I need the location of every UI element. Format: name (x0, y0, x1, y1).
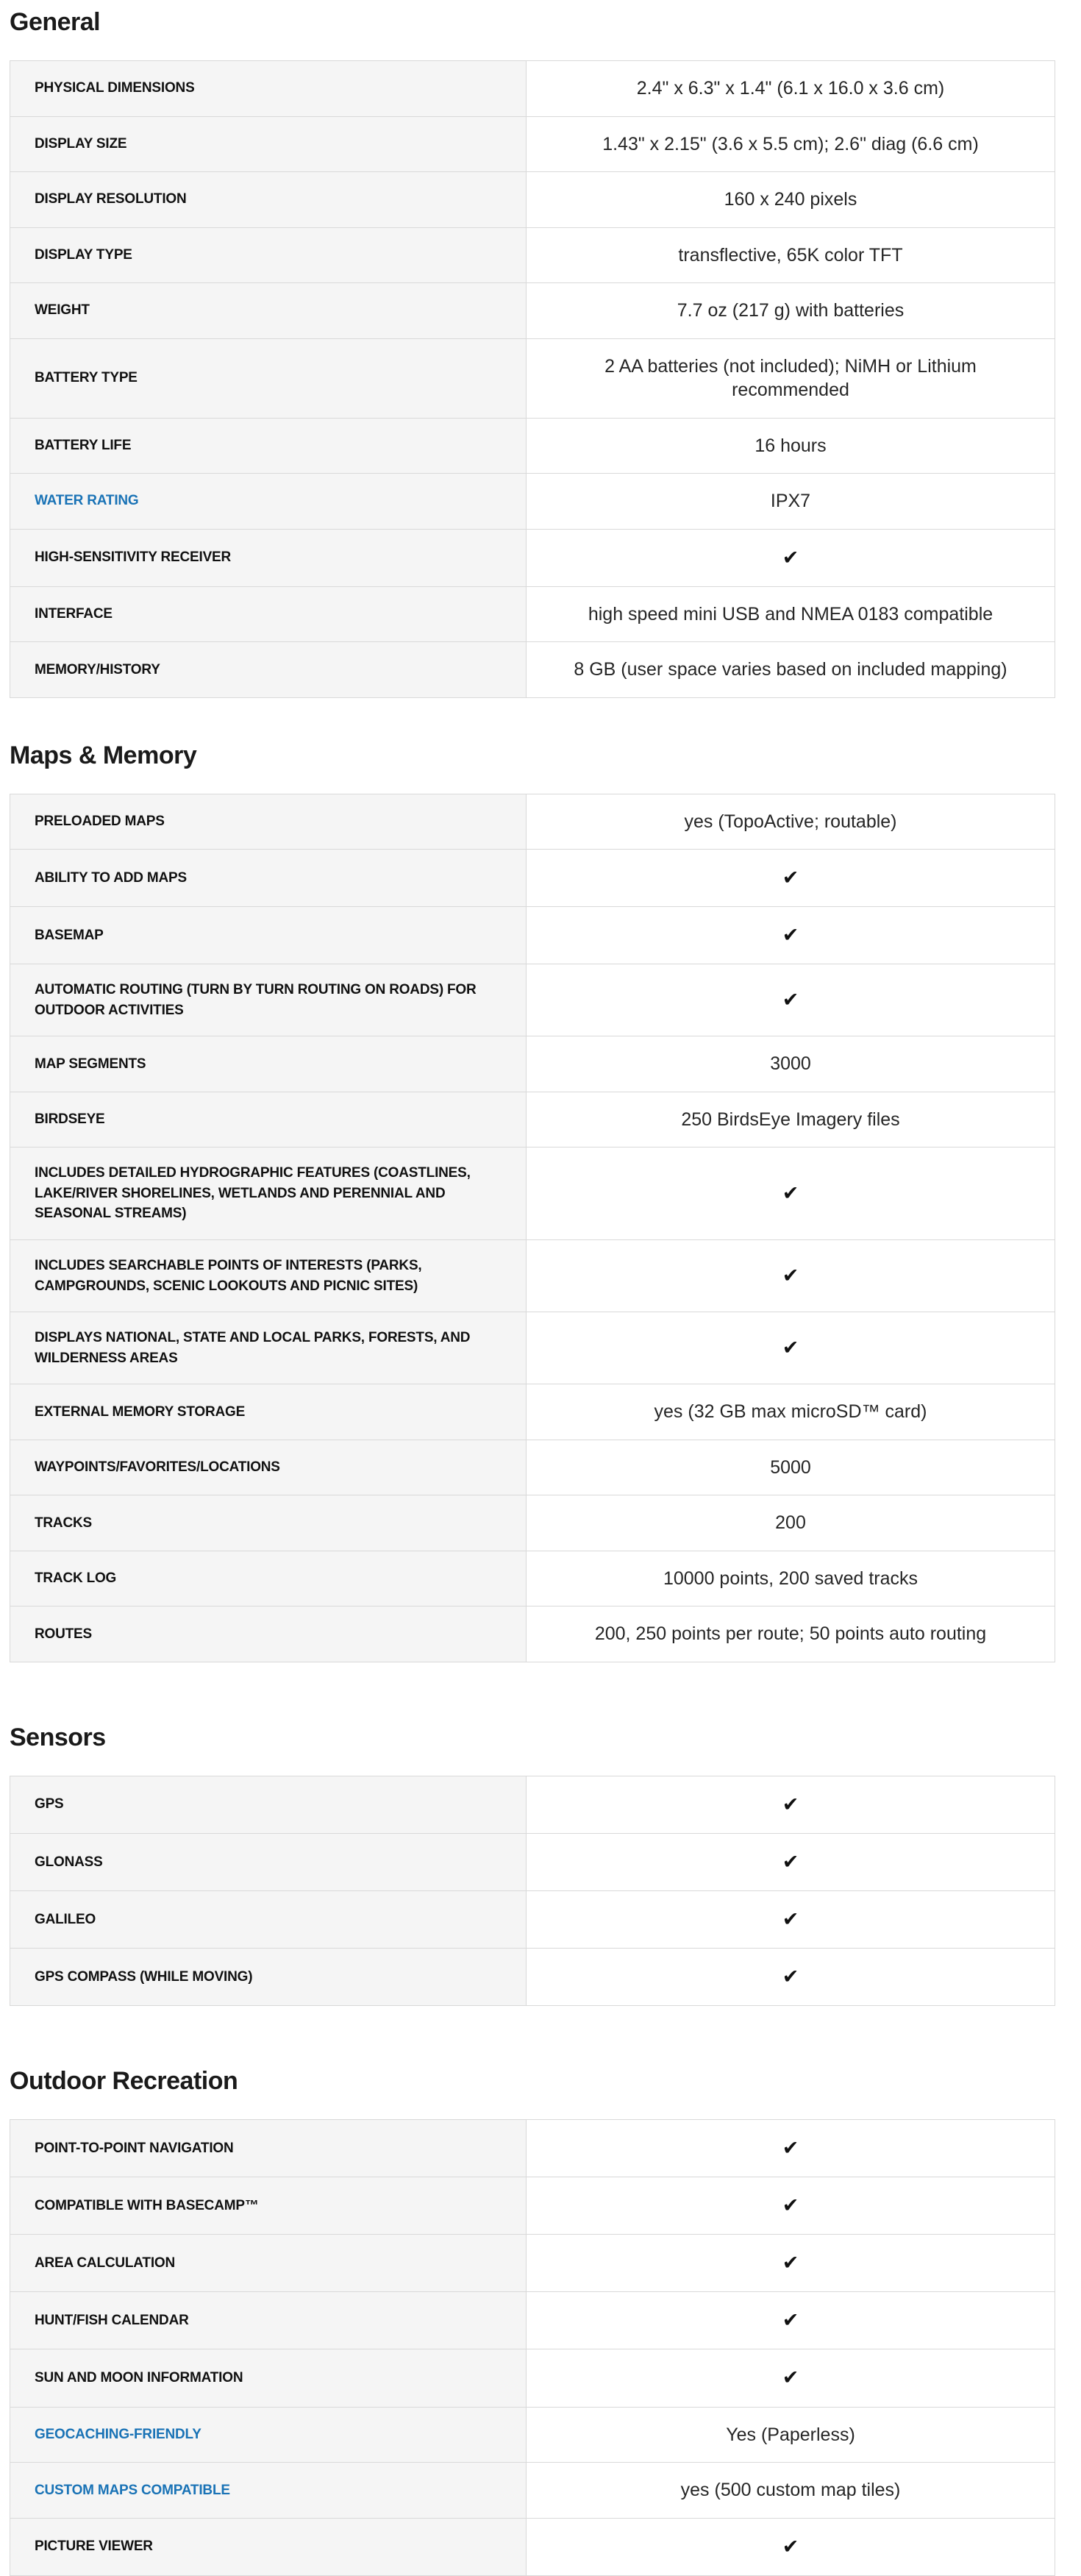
spec-label (10, 283, 527, 338)
spec-label (10, 2349, 527, 2406)
spec-label-text: HIGH-SENSITIVITY RECEIVER (35, 549, 232, 566)
spec-value (527, 1607, 1055, 1662)
spec-label-text: WATER RATING (35, 493, 139, 509)
spec-row (10, 2292, 1055, 2349)
spec-row (10, 2177, 1055, 2235)
check-glyph: ✔ (782, 2194, 799, 2217)
check-glyph: ✔ (782, 546, 799, 569)
spec-label (10, 2292, 527, 2349)
spec-label (10, 1240, 527, 1312)
spec-label (10, 794, 527, 850)
check-glyph: ✔ (782, 2366, 799, 2389)
spec-label-text: TRACKS (35, 1515, 92, 1531)
spec-label (10, 1384, 527, 1440)
spec-label-text: PHYSICAL DIMENSIONS (35, 80, 195, 96)
spec-row (10, 1036, 1055, 1092)
spec-label-text: BASEMAP (35, 927, 104, 943)
spec-value-text: 1.43" x 2.15" (3.6 x 5.5 cm); 2.6" diag (6.6 cm) (602, 133, 979, 154)
spec-label (10, 2120, 527, 2177)
spec-row (10, 907, 1055, 964)
check-glyph: ✔ (782, 989, 799, 1011)
spec-row (10, 2519, 1055, 2575)
spec-row (10, 117, 1055, 173)
spec-label (10, 117, 527, 172)
spec-value (527, 1036, 1055, 1092)
spec-row (10, 530, 1055, 587)
check-icon (527, 964, 1055, 1036)
spec-row (10, 1949, 1055, 2005)
spec-row (10, 1834, 1055, 1891)
spec-row (10, 794, 1055, 850)
check-glyph: ✔ (782, 2535, 799, 2558)
spec-value (527, 642, 1055, 697)
spec-row (10, 2235, 1055, 2292)
spec-value (527, 794, 1055, 850)
spec-row (10, 2349, 1055, 2407)
spec-label-text: HUNT/FISH CALENDAR (35, 2313, 189, 2329)
spec-value-text: high speed mini USB and NMEA 0183 compatible (588, 603, 993, 625)
spec-label (10, 2177, 527, 2234)
check-glyph: ✔ (782, 1850, 799, 1873)
check-icon (527, 2177, 1055, 2234)
check-glyph: ✔ (782, 2137, 799, 2160)
spec-label (10, 1891, 527, 1948)
spec-label (10, 1440, 527, 1495)
section-title-sensors: Sensors (10, 1723, 106, 1751)
spec-label (10, 850, 527, 906)
spec-value-text: 200, 250 points per route; 50 points auto routing (594, 1623, 987, 1645)
spec-label-text: DISPLAY SIZE (35, 135, 127, 152)
check-icon (527, 2349, 1055, 2406)
spec-label-text: ROUTES (35, 1626, 92, 1642)
spec-label-text: COMPATIBLE WITH BASECAMP™ (35, 2197, 259, 2213)
spec-value (527, 117, 1055, 172)
spec-value-text: 250 BirdsEye Imagery files (681, 1109, 900, 1130)
spec-row (10, 1384, 1055, 1440)
check-glyph: ✔ (782, 867, 799, 889)
spec-label (10, 907, 527, 964)
spec-table-maps-memory (10, 794, 1055, 1662)
spec-row (10, 1440, 1055, 1496)
spec-row (10, 2120, 1055, 2177)
spec-value (527, 61, 1055, 116)
check-icon (527, 2120, 1055, 2177)
spec-label (10, 172, 527, 227)
spec-row (10, 1148, 1055, 1240)
spec-label (10, 1092, 527, 1148)
spec-label (10, 2519, 527, 2575)
spec-value (527, 1384, 1055, 1440)
spec-label-text: POINT-TO-POINT NAVIGATION (35, 2140, 234, 2156)
spec-label (10, 587, 527, 642)
spec-value-text: yes (TopoActive; routable) (684, 811, 897, 832)
spec-row (10, 339, 1055, 419)
spec-value-text: 160 x 240 pixels (724, 189, 857, 210)
spec-label-text: ABILITY TO ADD MAPS (35, 869, 187, 886)
spec-label-text: MAP SEGMENTS (35, 1056, 146, 1072)
spec-value-text: 5000 (770, 1456, 811, 1478)
spec-value-text: 3000 (770, 1053, 811, 1075)
check-glyph: ✔ (782, 2252, 799, 2274)
spec-value (527, 283, 1055, 338)
spec-label-text: DISPLAYS NATIONAL, STATE AND LOCAL PARKS, FORESTS, AND WILDERNESS AREAS (35, 1330, 471, 1366)
check-glyph: ✔ (782, 2309, 799, 2332)
spec-value-text: Yes (Paperless) (726, 2424, 855, 2445)
spec-row (10, 2408, 1055, 2463)
check-icon (527, 1949, 1055, 2005)
spec-value (527, 587, 1055, 642)
spec-row (10, 1607, 1055, 1662)
spec-label-link[interactable] (10, 2408, 527, 2463)
spec-label (10, 1551, 527, 1607)
section-title-maps-memory: Maps & Memory (10, 741, 197, 769)
spec-row (10, 419, 1055, 474)
check-icon (527, 1834, 1055, 1890)
spec-value-text: yes (500 custom map tiles) (680, 2480, 901, 2501)
check-icon (527, 850, 1055, 906)
spec-label (10, 1949, 527, 2005)
check-glyph: ✔ (782, 1965, 799, 1988)
spec-value-text: 8 GB (user space varies based on included mapping) (574, 659, 1007, 680)
spec-label (10, 1495, 527, 1551)
spec-row (10, 1312, 1055, 1384)
check-icon (527, 2235, 1055, 2291)
spec-row (10, 228, 1055, 284)
spec-label (10, 1036, 527, 1092)
spec-label-text: INCLUDES DETAILED HYDROGRAPHIC FEATURES (COASTLINES, LAKE/RIVER SHORELINES, WETLANDS AND PERENNIAL AND SEASONAL STREAMS) (35, 1165, 471, 1222)
spec-label-text: GPS (35, 1796, 64, 1812)
spec-row (10, 1092, 1055, 1148)
check-glyph: ✔ (782, 1337, 799, 1359)
spec-label (10, 1834, 527, 1890)
spec-value-text: 200 (775, 1512, 806, 1534)
spec-table-general (10, 60, 1055, 698)
spec-label (10, 1776, 527, 1833)
spec-value (527, 1440, 1055, 1495)
spec-label (10, 61, 527, 116)
spec-row (10, 283, 1055, 339)
spec-row (10, 1240, 1055, 1312)
spec-label-text: BATTERY LIFE (35, 437, 132, 453)
spec-row (10, 587, 1055, 643)
spec-value-text: transflective, 65K color TFT (678, 244, 903, 266)
spec-label-text: AREA CALCULATION (35, 2255, 176, 2271)
spec-label-text: INTERFACE (35, 606, 113, 622)
spec-table-outdoor-recreation (10, 2119, 1055, 2576)
spec-label-text: EXTERNAL MEMORY STORAGE (35, 1403, 246, 1420)
spec-value (527, 172, 1055, 227)
spec-value-text: IPX7 (770, 491, 811, 511)
spec-row (10, 1776, 1055, 1834)
spec-label (10, 964, 527, 1036)
spec-label (10, 1312, 527, 1384)
spec-label-text: AUTOMATIC ROUTING (TURN BY TURN ROUTING ON ROADS) FOR OUTDOOR ACTIVITIES (35, 982, 477, 1018)
spec-value (527, 228, 1055, 283)
check-icon (527, 1240, 1055, 1312)
check-glyph: ✔ (782, 924, 799, 947)
spec-label-text: DISPLAY RESOLUTION (35, 191, 187, 207)
spec-value (527, 419, 1055, 474)
spec-label (10, 1607, 527, 1662)
spec-label-text: GPS COMPASS (WHILE MOVING) (35, 1968, 253, 1985)
spec-label (10, 339, 527, 418)
check-icon (527, 1312, 1055, 1384)
spec-table-sensors (10, 1776, 1055, 2006)
check-icon (527, 907, 1055, 964)
spec-row (10, 172, 1055, 228)
check-icon (527, 530, 1055, 586)
spec-label (10, 530, 527, 586)
check-icon (527, 1776, 1055, 1833)
check-icon (527, 2519, 1055, 2575)
spec-label-text: PRELOADED MAPS (35, 814, 165, 830)
spec-row (10, 850, 1055, 907)
spec-row (10, 1495, 1055, 1551)
spec-label-text: DISPLAY TYPE (35, 246, 132, 263)
check-icon (527, 1891, 1055, 1948)
spec-row (10, 474, 1055, 530)
check-icon (527, 2292, 1055, 2349)
check-icon (527, 1148, 1055, 1239)
spec-label-link[interactable] (10, 2463, 527, 2518)
spec-label-link[interactable] (10, 474, 527, 529)
spec-label-text: WEIGHT (35, 302, 90, 319)
spec-label-text: CUSTOM MAPS COMPATIBLE (35, 2482, 230, 2498)
check-glyph: ✔ (782, 1264, 799, 1287)
spec-value-text: 7.7 oz (217 g) with batteries (677, 300, 905, 321)
spec-value (527, 1495, 1055, 1551)
spec-label-text: GALILEO (35, 1911, 96, 1927)
spec-row (10, 61, 1055, 117)
spec-label-text: INCLUDES SEARCHABLE POINTS OF INTERESTS (PARKS, CAMPGROUNDS, SCENIC LOOKOUTS AND PICNIC SITES) (35, 1258, 422, 1294)
spec-row (10, 2463, 1055, 2519)
spec-value (527, 2463, 1055, 2518)
spec-value-text: 2.4" x 6.3" x 1.4" (6.1 x 16.0 x 3.6 cm) (636, 78, 945, 99)
check-glyph: ✔ (782, 1793, 799, 1815)
spec-label (10, 2235, 527, 2291)
check-glyph: ✔ (782, 1182, 799, 1205)
spec-value (527, 339, 1055, 418)
spec-label-text: BIRDSEYE (35, 1111, 105, 1128)
spec-row (10, 964, 1055, 1036)
spec-value-text: 10000 points, 200 saved tracks (663, 1568, 918, 1589)
section-title-general: General (10, 8, 101, 36)
spec-value-text: yes (32 GB max microSD™ card) (654, 1401, 927, 1423)
spec-value (527, 1551, 1055, 1607)
spec-label-text: BATTERY TYPE (35, 370, 138, 386)
section-title-outdoor-recreation: Outdoor Recreation (10, 2067, 238, 2096)
spec-value-text: 2 AA batteries (not included); NiMH or Lithium recommended (604, 355, 977, 400)
spec-label-text: GLONASS (35, 1854, 103, 1870)
spec-value (527, 2408, 1055, 2463)
spec-label (10, 642, 527, 697)
spec-row (10, 1891, 1055, 1949)
spec-label-text: PICTURE VIEWER (35, 2538, 153, 2555)
spec-value (527, 474, 1055, 529)
spec-label-text: GEOCACHING-FRIENDLY (35, 2427, 201, 2443)
spec-label-text: MEMORY/HISTORY (35, 661, 160, 677)
spec-row (10, 642, 1055, 697)
spec-label (10, 1148, 527, 1239)
check-glyph: ✔ (782, 1907, 799, 1930)
spec-label (10, 419, 527, 474)
spec-label-text: TRACK LOG (35, 1570, 117, 1587)
spec-value-text: 16 hours (754, 435, 827, 456)
spec-row (10, 1551, 1055, 1607)
spec-label-text: WAYPOINTS/FAVORITES/LOCATIONS (35, 1459, 280, 1476)
spec-value (527, 1092, 1055, 1148)
spec-label-text: SUN AND MOON INFORMATION (35, 2370, 243, 2386)
spec-label (10, 228, 527, 283)
